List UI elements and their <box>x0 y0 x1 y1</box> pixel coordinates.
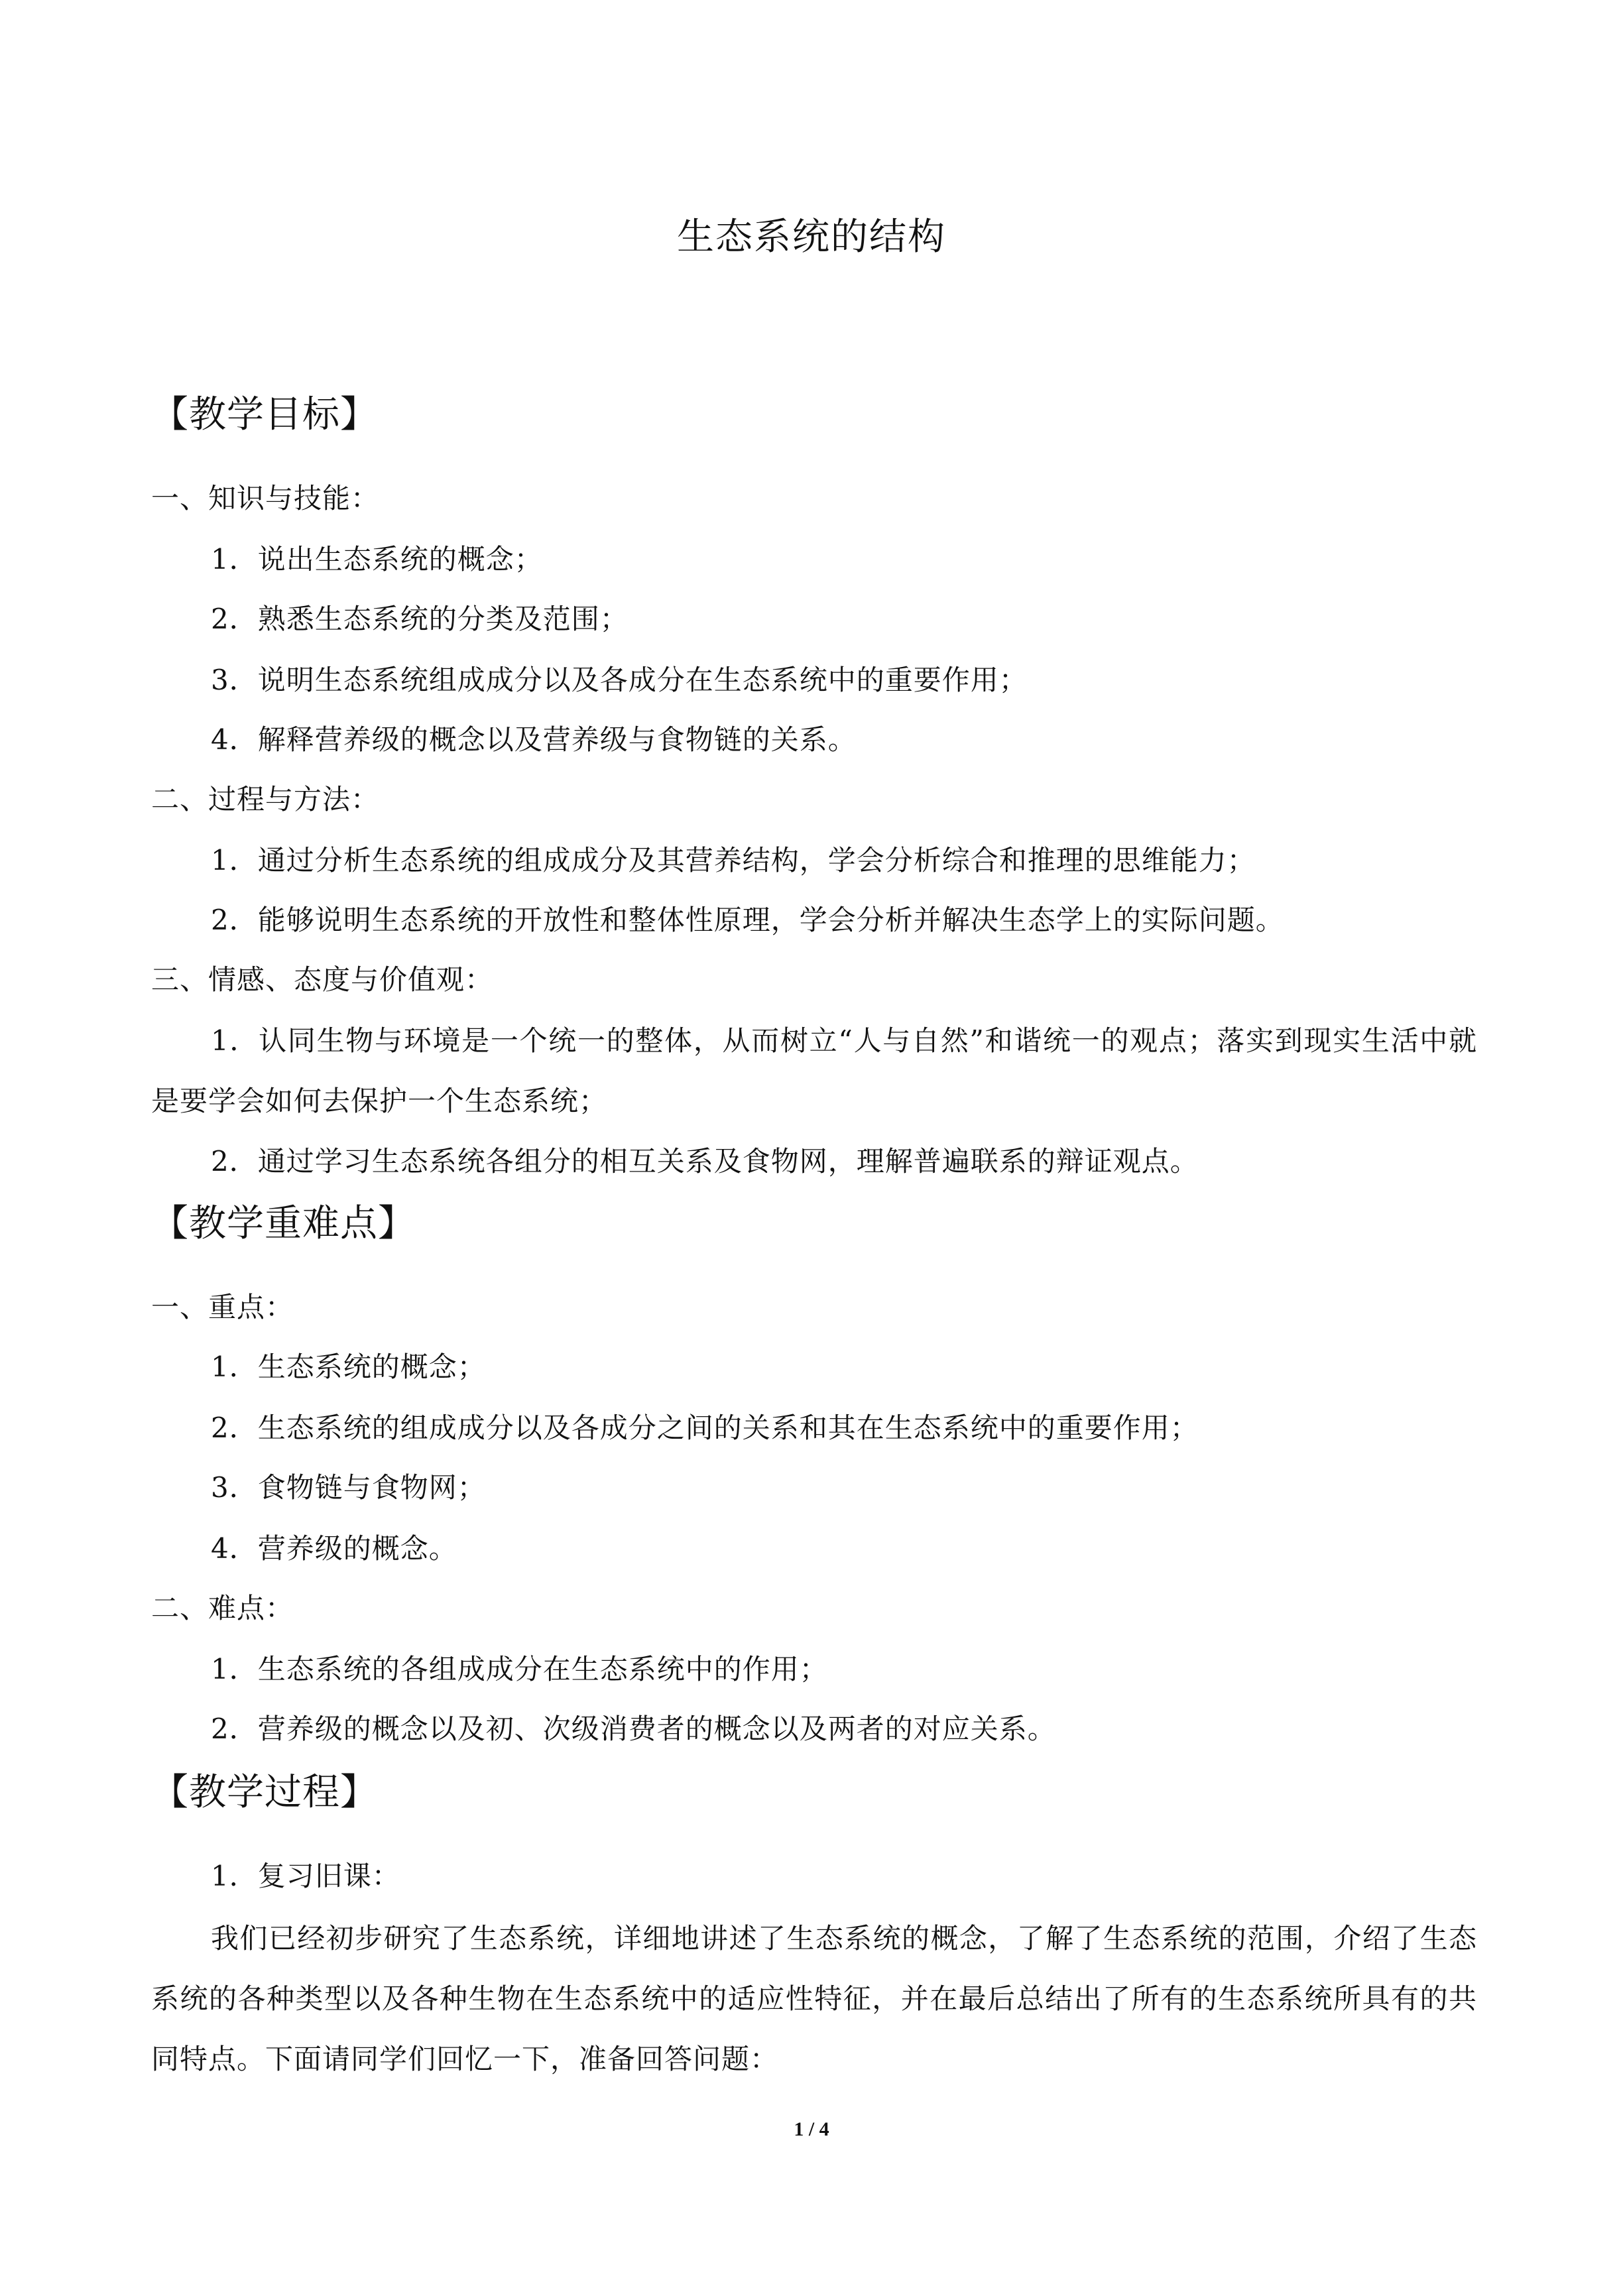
list-item: 2．生态系统的组成成分以及各成分之间的关系和其在生态系统中的重要作用； <box>211 1412 1199 1444</box>
subheading-attitudes-values: 三、情感、态度与价值观： <box>151 963 494 996</box>
list-item: 1．说出生态系统的概念； <box>211 543 543 575</box>
subheading-knowledge-skills: 一、知识与技能： <box>151 482 380 514</box>
list-item: 1．生态系统的概念； <box>211 1351 486 1383</box>
list-item: 2．营养级的概念以及初、次级消费者的概念以及两者的对应关系。 <box>211 1713 1056 1745</box>
subheading-key-points: 一、重点： <box>151 1291 294 1323</box>
subheading-process-methods: 二、过程与方法： <box>151 783 380 816</box>
page-title: 生态系统的结构 <box>677 215 946 259</box>
section-heading-process: 【教学过程】 <box>151 1771 378 1814</box>
list-item: 3．说明生态系统组成成分以及各成分在生态系统中的重要作用； <box>211 664 1028 696</box>
page-number: 1 / 4 <box>794 2118 829 2140</box>
list-item: 4．解释营养级的概念以及营养级与食物链的关系。 <box>211 723 857 756</box>
list-item: 1．通过分析生态系统的组成成分及其营养结构，学会分析综合和推理的思维能力； <box>211 844 1256 876</box>
section-heading-objectives: 【教学目标】 <box>151 393 378 436</box>
list-item: 1．复习旧课： <box>211 1860 400 1892</box>
list-item: 1．生态系统的各组成成分在生态系统中的作用； <box>211 1653 828 1685</box>
list-item: 2．通过学习生态系统各组分的相互关系及食物网，理解普遍联系的辩证观点。 <box>211 1145 1199 1178</box>
section-heading-key-points: 【教学重难点】 <box>151 1202 416 1245</box>
paragraph: 我们已经初步研究了生态系统，详细地讲述了生态系统的概念，了解了生态系统的范围，介绍了生态系统的各种类型以及各种生物在生态系统中的适应性特征，并在最后总结出了所有的生态系统所具有的共同特点。下面请同学们回忆一下，准备回答问题： <box>151 1922 1477 2075</box>
list-item: 2．能够说明生态系统的开放性和整体性原理，学会分析并解决生态学上的实际问题。 <box>211 904 1284 936</box>
subheading-difficulties: 二、难点： <box>151 1592 294 1624</box>
list-item: 3．食物链与食物网； <box>211 1471 486 1504</box>
paragraph: 1．认同生物与环境是一个统一的整体，从而树立“人与自然”和谐统一的观点；落实到现实生活中就是要学会如何去保护一个生态系统； <box>151 1024 1477 1117</box>
list-item: 4．营养级的概念。 <box>211 1532 457 1565</box>
list-item: 2．熟悉生态系统的分类及范围； <box>211 603 629 635</box>
